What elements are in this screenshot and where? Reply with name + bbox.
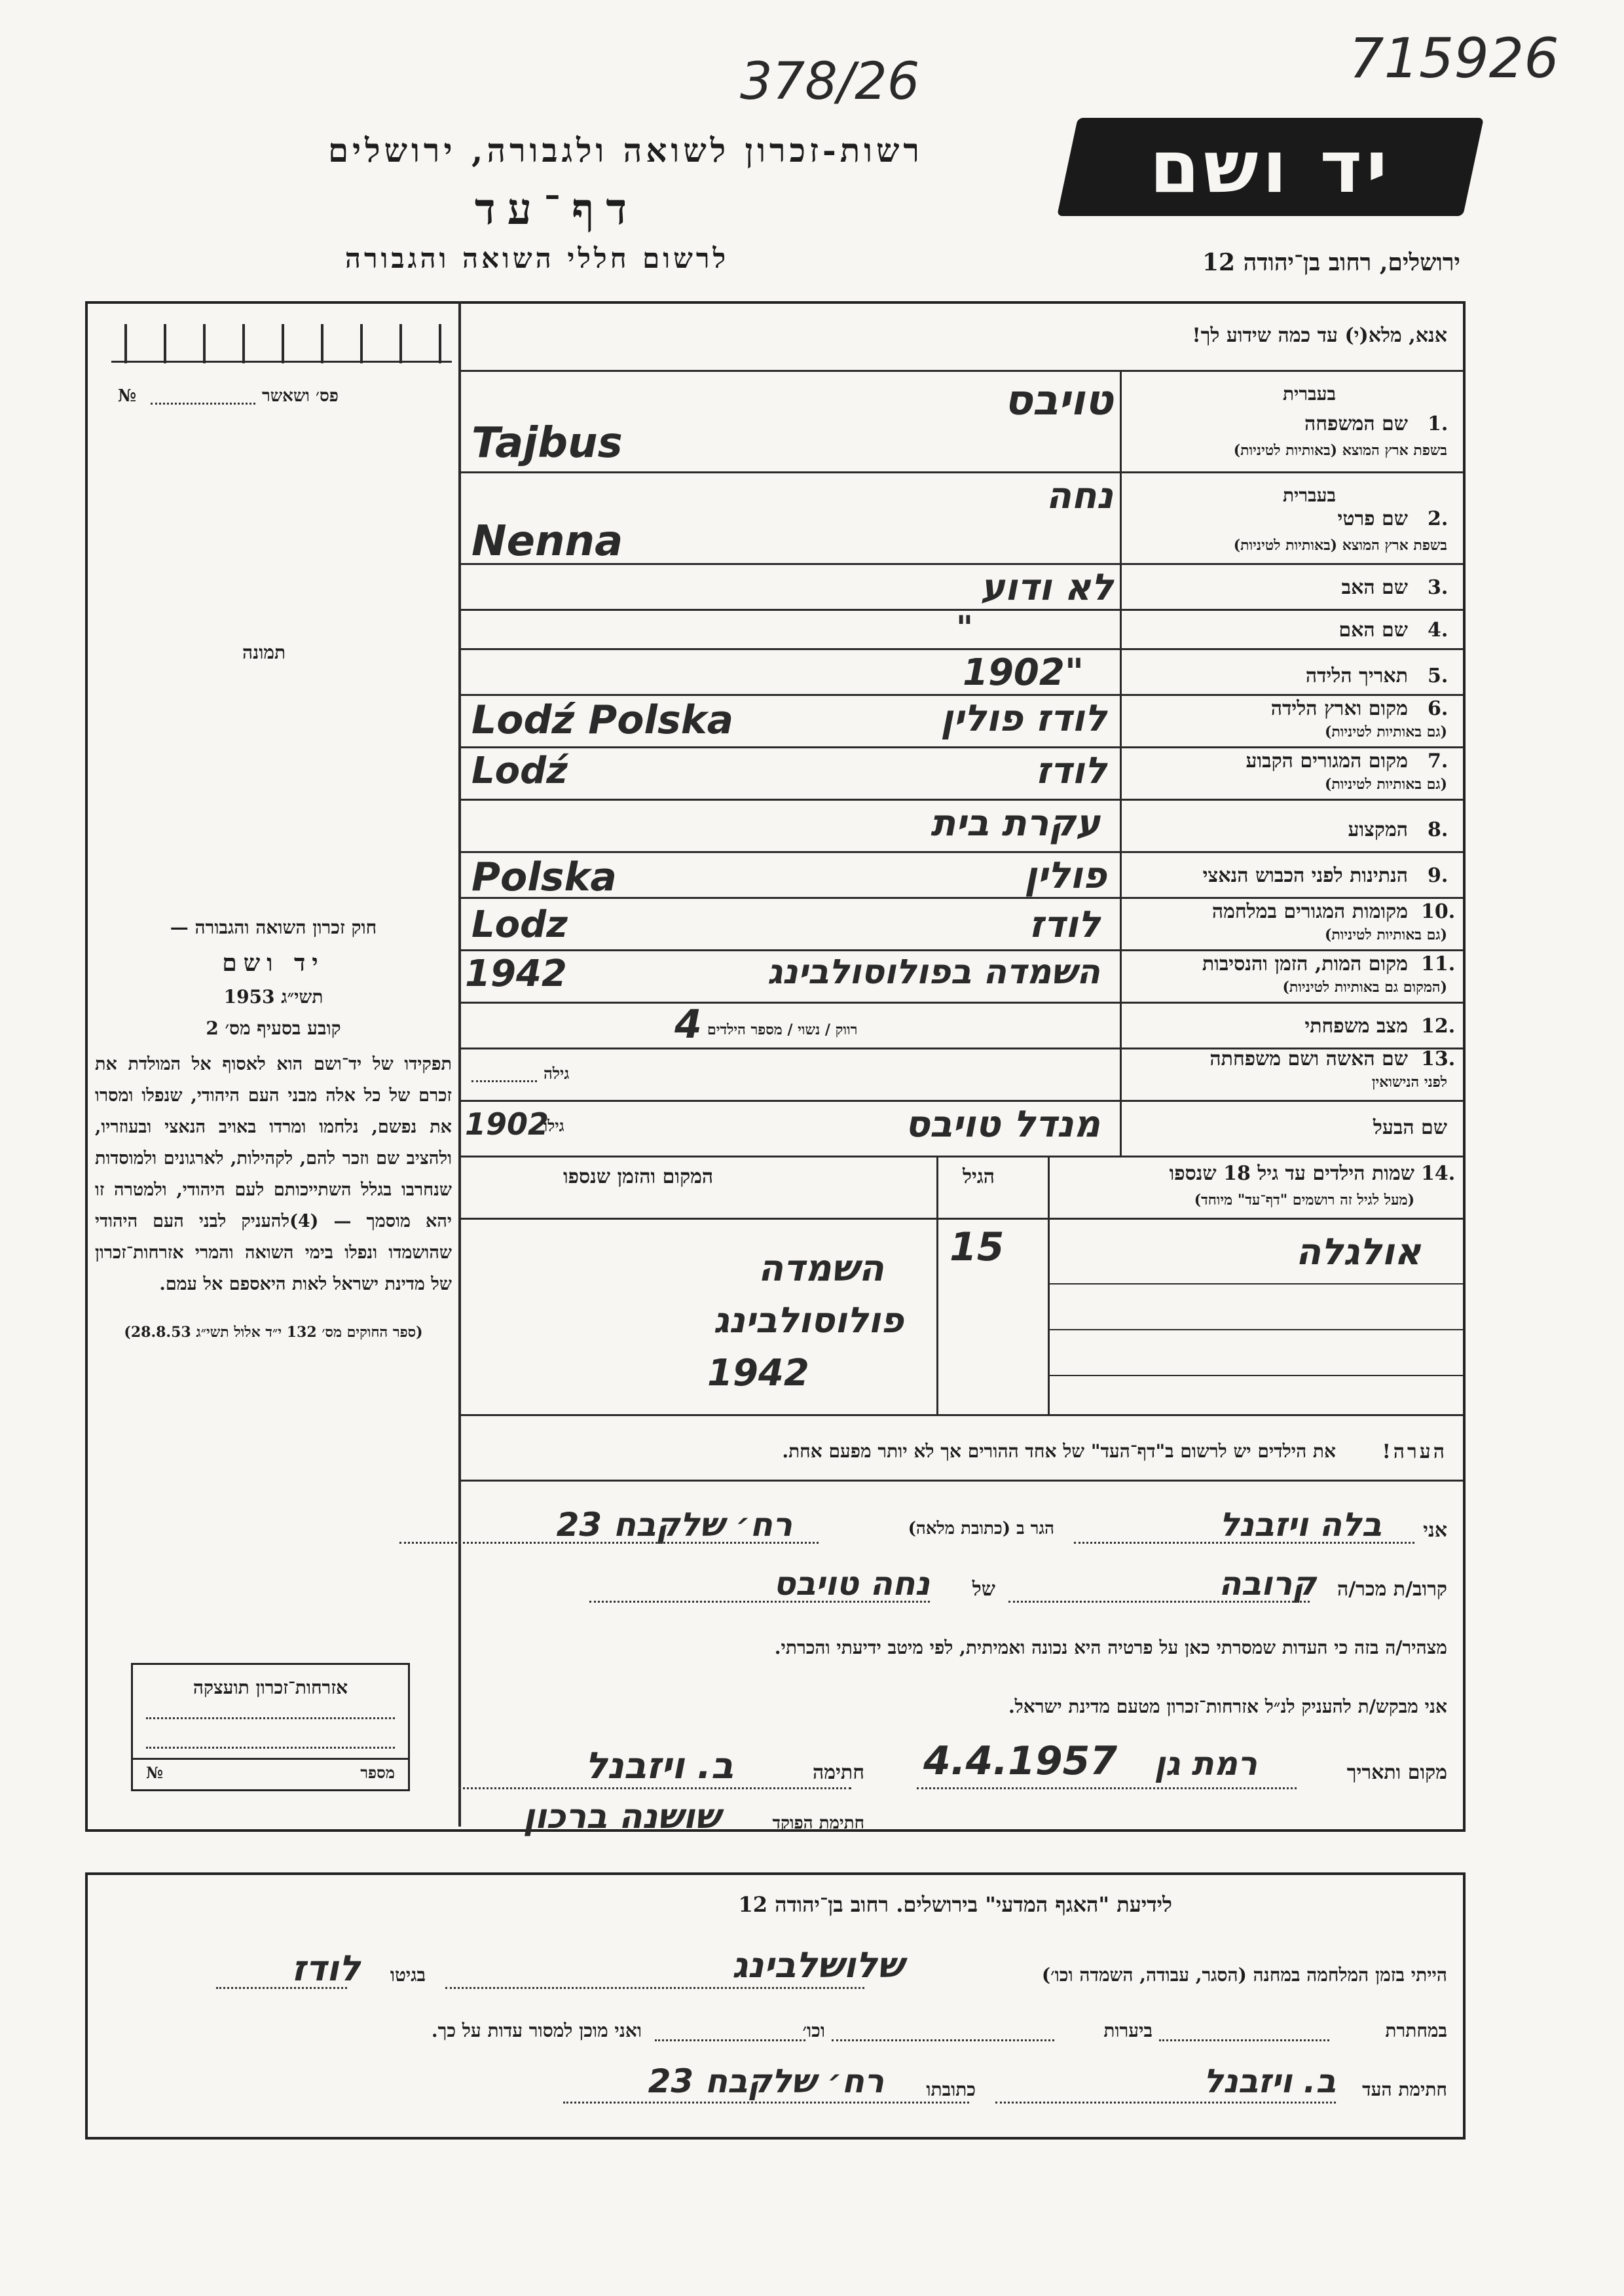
citizenship-latin: Polska (471, 854, 617, 900)
field-2-hebrew-label: בעברית (1282, 484, 1336, 506)
marital-options: רווק / נשוי / מספר הילדים (707, 1021, 858, 1038)
field-10-num: 10. (1421, 900, 1456, 923)
witness-signature: ב. ויזבנל (1203, 2062, 1336, 2100)
field-2-label: שם פרטי (1337, 507, 1408, 530)
declarant-signature: ב. ויזבנל (585, 1745, 733, 1787)
husband-age: 1902 (465, 1106, 549, 1142)
certificate-title: אזרחות־זכרון תועצקה (193, 1677, 348, 1698)
footer-etc-label: וכו׳ (802, 2020, 825, 2041)
birthplace-latin: Lodź Polska (471, 697, 734, 743)
field-7-label: מקום המגורים הקבוע (1246, 750, 1408, 773)
first-name-latin: Nenna (471, 517, 623, 566)
field-8-label: המקצוע (1348, 818, 1408, 841)
archive-number-stamp: 378/26 (740, 52, 920, 111)
field-10-label: מקומות המגורים במלחמה (1211, 900, 1408, 923)
surname-hebrew: טויבס (1004, 376, 1113, 425)
field-9-label: הנתינות לפני הכבוש הנאצי (1202, 864, 1408, 887)
wartime-place-hebrew: לודז (1029, 903, 1100, 946)
logo-text: יד ושם (1149, 125, 1392, 209)
residence-hebrew: לודז (1035, 750, 1107, 792)
form-intro: אנא, מלא(י) עד כמה שידוע לך! (1192, 324, 1447, 347)
official-signature: שושנה ברכון (523, 1797, 720, 1836)
field-12-num: 12. (1421, 1015, 1456, 1038)
declarant-address: רח׳ שלקבח 23 (556, 1506, 792, 1544)
field-1-hebrew-label: בעברית (1282, 383, 1336, 405)
tally-box (111, 324, 452, 363)
field-6-sub: (גם באותיות לטיניות) (1324, 723, 1447, 740)
witness-address-label: כתובתו (926, 2079, 976, 2100)
declaration-place: רמת גן (1154, 1745, 1257, 1783)
field-13-sub: לפני הנישואין (1371, 1074, 1447, 1091)
footer-camp: שלושלבינג (731, 1944, 904, 1986)
field-5-num: 5. (1428, 665, 1449, 687)
first-name-hebrew: נחה (1046, 475, 1113, 517)
field-10-sub: (גם באותיות לטיניות) (1324, 926, 1447, 943)
law-section: קובע בסעיף מס׳ 2 (206, 1017, 341, 1039)
decl-of-label: של (972, 1578, 995, 1601)
wife-age-label: גילה (544, 1064, 570, 1083)
children-place-header: המקום והזמן שנספו (563, 1165, 714, 1188)
decl-resides: הגר ב (כתובת מלאה) (908, 1519, 1054, 1539)
birthplace-hebrew: לודז פולין (940, 697, 1107, 740)
passport-number-sign: № (118, 386, 137, 406)
field-13-label: שם האשה ושם משפחתה (1209, 1048, 1408, 1070)
profession: עקרת בית (931, 802, 1100, 845)
wartime-place-latin: Lodz (471, 903, 568, 946)
field-4-label: שם האם (1338, 619, 1408, 642)
child-death-camp: פולוסולבינג (713, 1300, 904, 1341)
field-8-num: 8. (1428, 818, 1449, 841)
decl-relation-label: קרוב/ת מכר/ה (1337, 1578, 1447, 1601)
husband-age-label: גילו (544, 1116, 564, 1135)
children-label: שמות הילדים עד גיל 18 שנספו (1169, 1162, 1414, 1185)
footer-underground-label: במחתרת (1385, 2020, 1447, 2041)
footer-forests-label: ביערות (1103, 2020, 1153, 2041)
witness-signature-label: חתימת העד (1362, 2079, 1447, 2100)
place-date-label: מקום ותאריך (1346, 1761, 1447, 1784)
law-title: חוק זכרון השואה והגבורה — (170, 917, 377, 938)
field-9-num: 9. (1428, 864, 1449, 887)
death-year: 1942 (465, 953, 567, 995)
signature-label: חתימה (813, 1761, 864, 1784)
mother-name: " (956, 609, 974, 647)
citizenship-request: אני מבקש/ת להעניק לנ״ל אזרחות־זכרון מטעם מדינת ישראל. (1008, 1696, 1447, 1717)
child-name: אולגלה (1295, 1231, 1421, 1273)
field-5-label: תאריך הלידה (1305, 665, 1408, 687)
field-12-label: מצב משפחתי (1304, 1015, 1408, 1038)
surname-latin: Tajbus (471, 419, 623, 467)
declaration-statement: מצהיר/ה בזה כי העדות שמסרתי כאן על פרטיה היא נכונה ואמיתית, לפי מיטב ידיעתי והכרתי. (774, 1637, 1447, 1658)
declarant-of-name: נחה טויבס (773, 1565, 930, 1603)
marital-mark: 4 (674, 1002, 702, 1048)
photo-label: תמונה (242, 642, 286, 663)
certificate-number-label: מספר (360, 1763, 395, 1782)
form-subtitle: לרשום חללי השואה והגבורה (344, 242, 729, 274)
death-place: השמדה בפולוסולבינג (767, 953, 1100, 992)
father-name: לא ודוע (980, 566, 1113, 609)
field-3-label: שם האב (1341, 576, 1408, 599)
field-3-num: 3. (1428, 576, 1449, 599)
citizenship-hebrew: פולין (1024, 854, 1107, 897)
official-signature-label: חתימת הפוקד (772, 1813, 864, 1833)
field-1-label: שם המשפחה (1304, 412, 1408, 435)
field-11-label: מקום המות, הזמן והנסיבות (1202, 953, 1408, 975)
declaration-date: 4.4.1957 (923, 1738, 1118, 1784)
passport-label: פס׳ ושאשר (262, 386, 339, 406)
certificate-box (131, 1663, 410, 1791)
birth-date: 1902" (963, 651, 1084, 694)
husband-name: מנדל טויבס (904, 1103, 1100, 1146)
footer-ghetto-value: לודז (291, 1948, 360, 1989)
child-death-place: השמדה (758, 1247, 884, 1290)
field-6-num: 6. (1428, 697, 1449, 720)
children-num: 14. (1421, 1162, 1456, 1185)
field-11-num: 11. (1421, 953, 1456, 975)
form-title: דף־עד (474, 183, 639, 234)
field-4-num: 4. (1428, 619, 1449, 642)
declarant-relation: קרובה (1219, 1565, 1316, 1603)
declarant-name: בלה ויזבנל (1219, 1506, 1382, 1544)
residence-latin: Lodź (471, 750, 568, 792)
field-7-sub: (גם באותיות לטיניות) (1324, 776, 1447, 793)
witness-address: רח׳ שלקבח 23 (648, 2062, 884, 2100)
header-address: ירושלים, רחוב בן־יהודה 12 (1202, 249, 1460, 276)
footer-ghetto-label: בגיטו (390, 1964, 426, 1986)
field-2-sub: בשפת ארץ המוצא (באותיות לטיניות) (1233, 537, 1447, 554)
law-block (95, 917, 452, 1341)
law-name: יד ושם (222, 949, 325, 977)
law-year: תשי״ג 1953 (223, 986, 323, 1008)
child-death-year: 1942 (707, 1352, 809, 1394)
field-11-sub: (המקום גם באותיות לטיניות) (1282, 979, 1447, 996)
footer-title: לידיעת "האגף המדעי" בירושלים. רחוב בן־יהודה 12 (738, 1892, 1172, 1917)
field-13-num: 13. (1421, 1048, 1456, 1070)
record-number-stamp: 715926 (1349, 26, 1559, 90)
husband-label: שם הבעל (1373, 1116, 1447, 1139)
field-2-num: 2. (1428, 507, 1449, 530)
field-6-label: מקום וארץ הלידה (1270, 697, 1408, 720)
footer-ready: ואני מוכן למסור עדות על כך. (431, 2020, 642, 2041)
child-age: 15 (950, 1224, 1005, 1270)
note-text: את הילדים יש לרשום ב"דף־העד" של אחד ההורים אך לא יותר מפעם אחת. (782, 1440, 1336, 1462)
field-1-num: 1. (1428, 412, 1449, 435)
footer-line1: הייתי בזמן המלחמה במחנה (הסגר, עבודה, השמדה וכו׳) (1041, 1964, 1447, 1986)
decl-i: אני (1423, 1519, 1447, 1542)
law-citation: (ספר החוקים מס׳ 132 י״ד אלול תשי״ג 28.8.53) (124, 1324, 423, 1341)
note-label: הערה! (1382, 1440, 1447, 1463)
authority-name: רשות-זכרון לשואה ולגבורה, ירושלים (327, 131, 923, 170)
children-age-header: הגיל (963, 1165, 995, 1188)
field-1-sub: בשפת ארץ המוצא (באותיות לטיניות) (1233, 442, 1447, 459)
children-sub: (מעל לגיל זה רושמים "דף־עד" מיוחד) (1194, 1192, 1414, 1209)
law-text: תפקידו של יד־ושם הוא לאסוף אל המולדת את זכרם של כל אלה מבני העם היהודי, שנפלו ומסרו את נפשם, נלחמו ומרדו באויב הנאצי ובעוזריו, ולהציב שם וזכר להם, לקהילות, לארגונים ולמוסדות שנחרבו בגלל השתייכותם לעם היהודי, ולמטרה זו יהא מוסמך — (4)להעניק לבני העם היהודי שהושמדו ונפלו בימי השואה והמרי אזרחות־זכרון של מדינת ישראל לאות היאספם אל עמם. (95, 1054, 452, 1294)
yad-vashem-logo (1057, 118, 1484, 216)
certificate-number-sign: № (146, 1763, 164, 1782)
field-7-num: 7. (1428, 750, 1449, 773)
